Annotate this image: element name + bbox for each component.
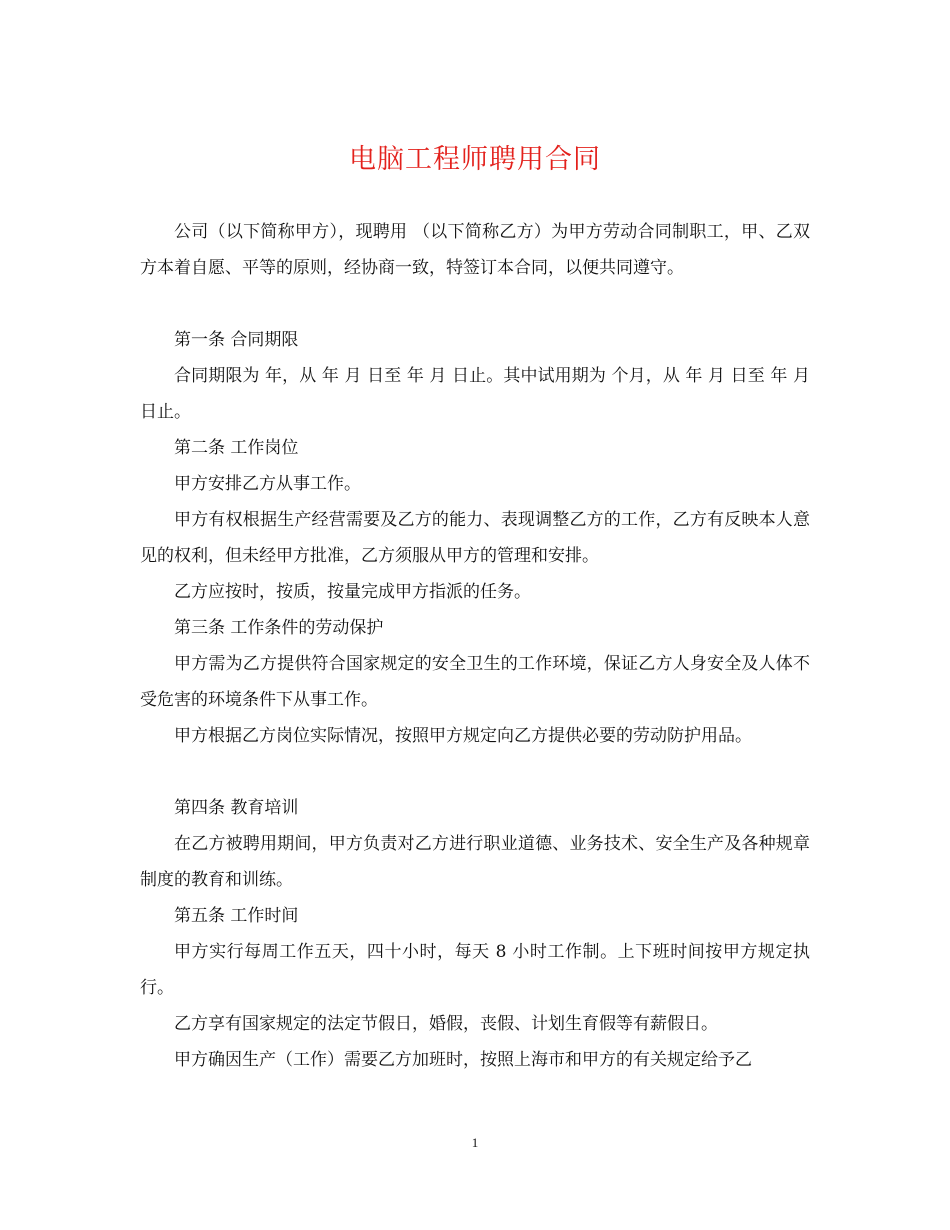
article-3-paragraph-1: 甲方需为乙方提供符合国家规定的安全卫生的工作环境，保证乙方人身安全及人体不受危害的环境条件下从事工作。 — [140, 654, 810, 710]
article-4-paragraph: 在乙方被聘用期间，甲方负责对乙方进行职业道德、业务技术、安全生产及各种规章制度的教育和训练。 — [140, 834, 810, 890]
article-2-paragraph-1: 甲方安排乙方从事工作。 — [174, 474, 361, 494]
article-3-paragraph-2: 甲方根据乙方岗位实际情况，按照甲方规定向乙方提供必要的劳动防护用品。 — [174, 726, 752, 746]
article-5-paragraph-2: 乙方享有国家规定的法定节假日，婚假，丧假、计划生育假等有薪假日。 — [174, 1014, 718, 1034]
article-5-paragraph-1: 甲方实行每周工作五天，四十小时，每天 8 小时工作制。上下班时间按甲方规定执行。 — [140, 942, 810, 998]
document-title: 电脑工程师聘用合同 — [349, 144, 601, 175]
article-2-paragraph-2: 甲方有权根据生产经营需要及乙方的能力、表现调整乙方的工作，乙方有反映本人意见的权利，但未经甲方批准，乙方须服从甲方的管理和安排。 — [140, 510, 810, 566]
article-1-heading: 第一条 合同期限 — [174, 330, 299, 350]
document-body — [140, 214, 810, 1078]
page-number: 1 — [471, 1135, 479, 1150]
article-2-heading: 第二条 工作岗位 — [174, 438, 299, 458]
intro-paragraph: 公司（以下简称甲方），现聘用 （以下简称乙方）为甲方劳动合同制职工，甲、乙双方本着自愿、平等的原则，经协商一致，特签订本合同，以便共同遵守。 — [140, 222, 810, 278]
article-5-paragraph-3: 甲方确因生产（工作）需要乙方加班时，按照上海市和甲方的有关规定给予乙 — [174, 1050, 752, 1070]
article-1-paragraph: 合同期限为 年，从 年 月 日至 年 月 日止。其中试用期为 个月，从 年 月 日至 年 月 日止。 — [140, 366, 810, 422]
article-3-heading: 第三条 工作条件的劳动保护 — [174, 618, 384, 638]
article-5-heading: 第五条 工作时间 — [174, 906, 299, 926]
article-2-paragraph-3: 乙方应按时，按质，按量完成甲方指派的任务。 — [174, 582, 531, 602]
article-4-heading: 第四条 教育培训 — [174, 798, 299, 818]
